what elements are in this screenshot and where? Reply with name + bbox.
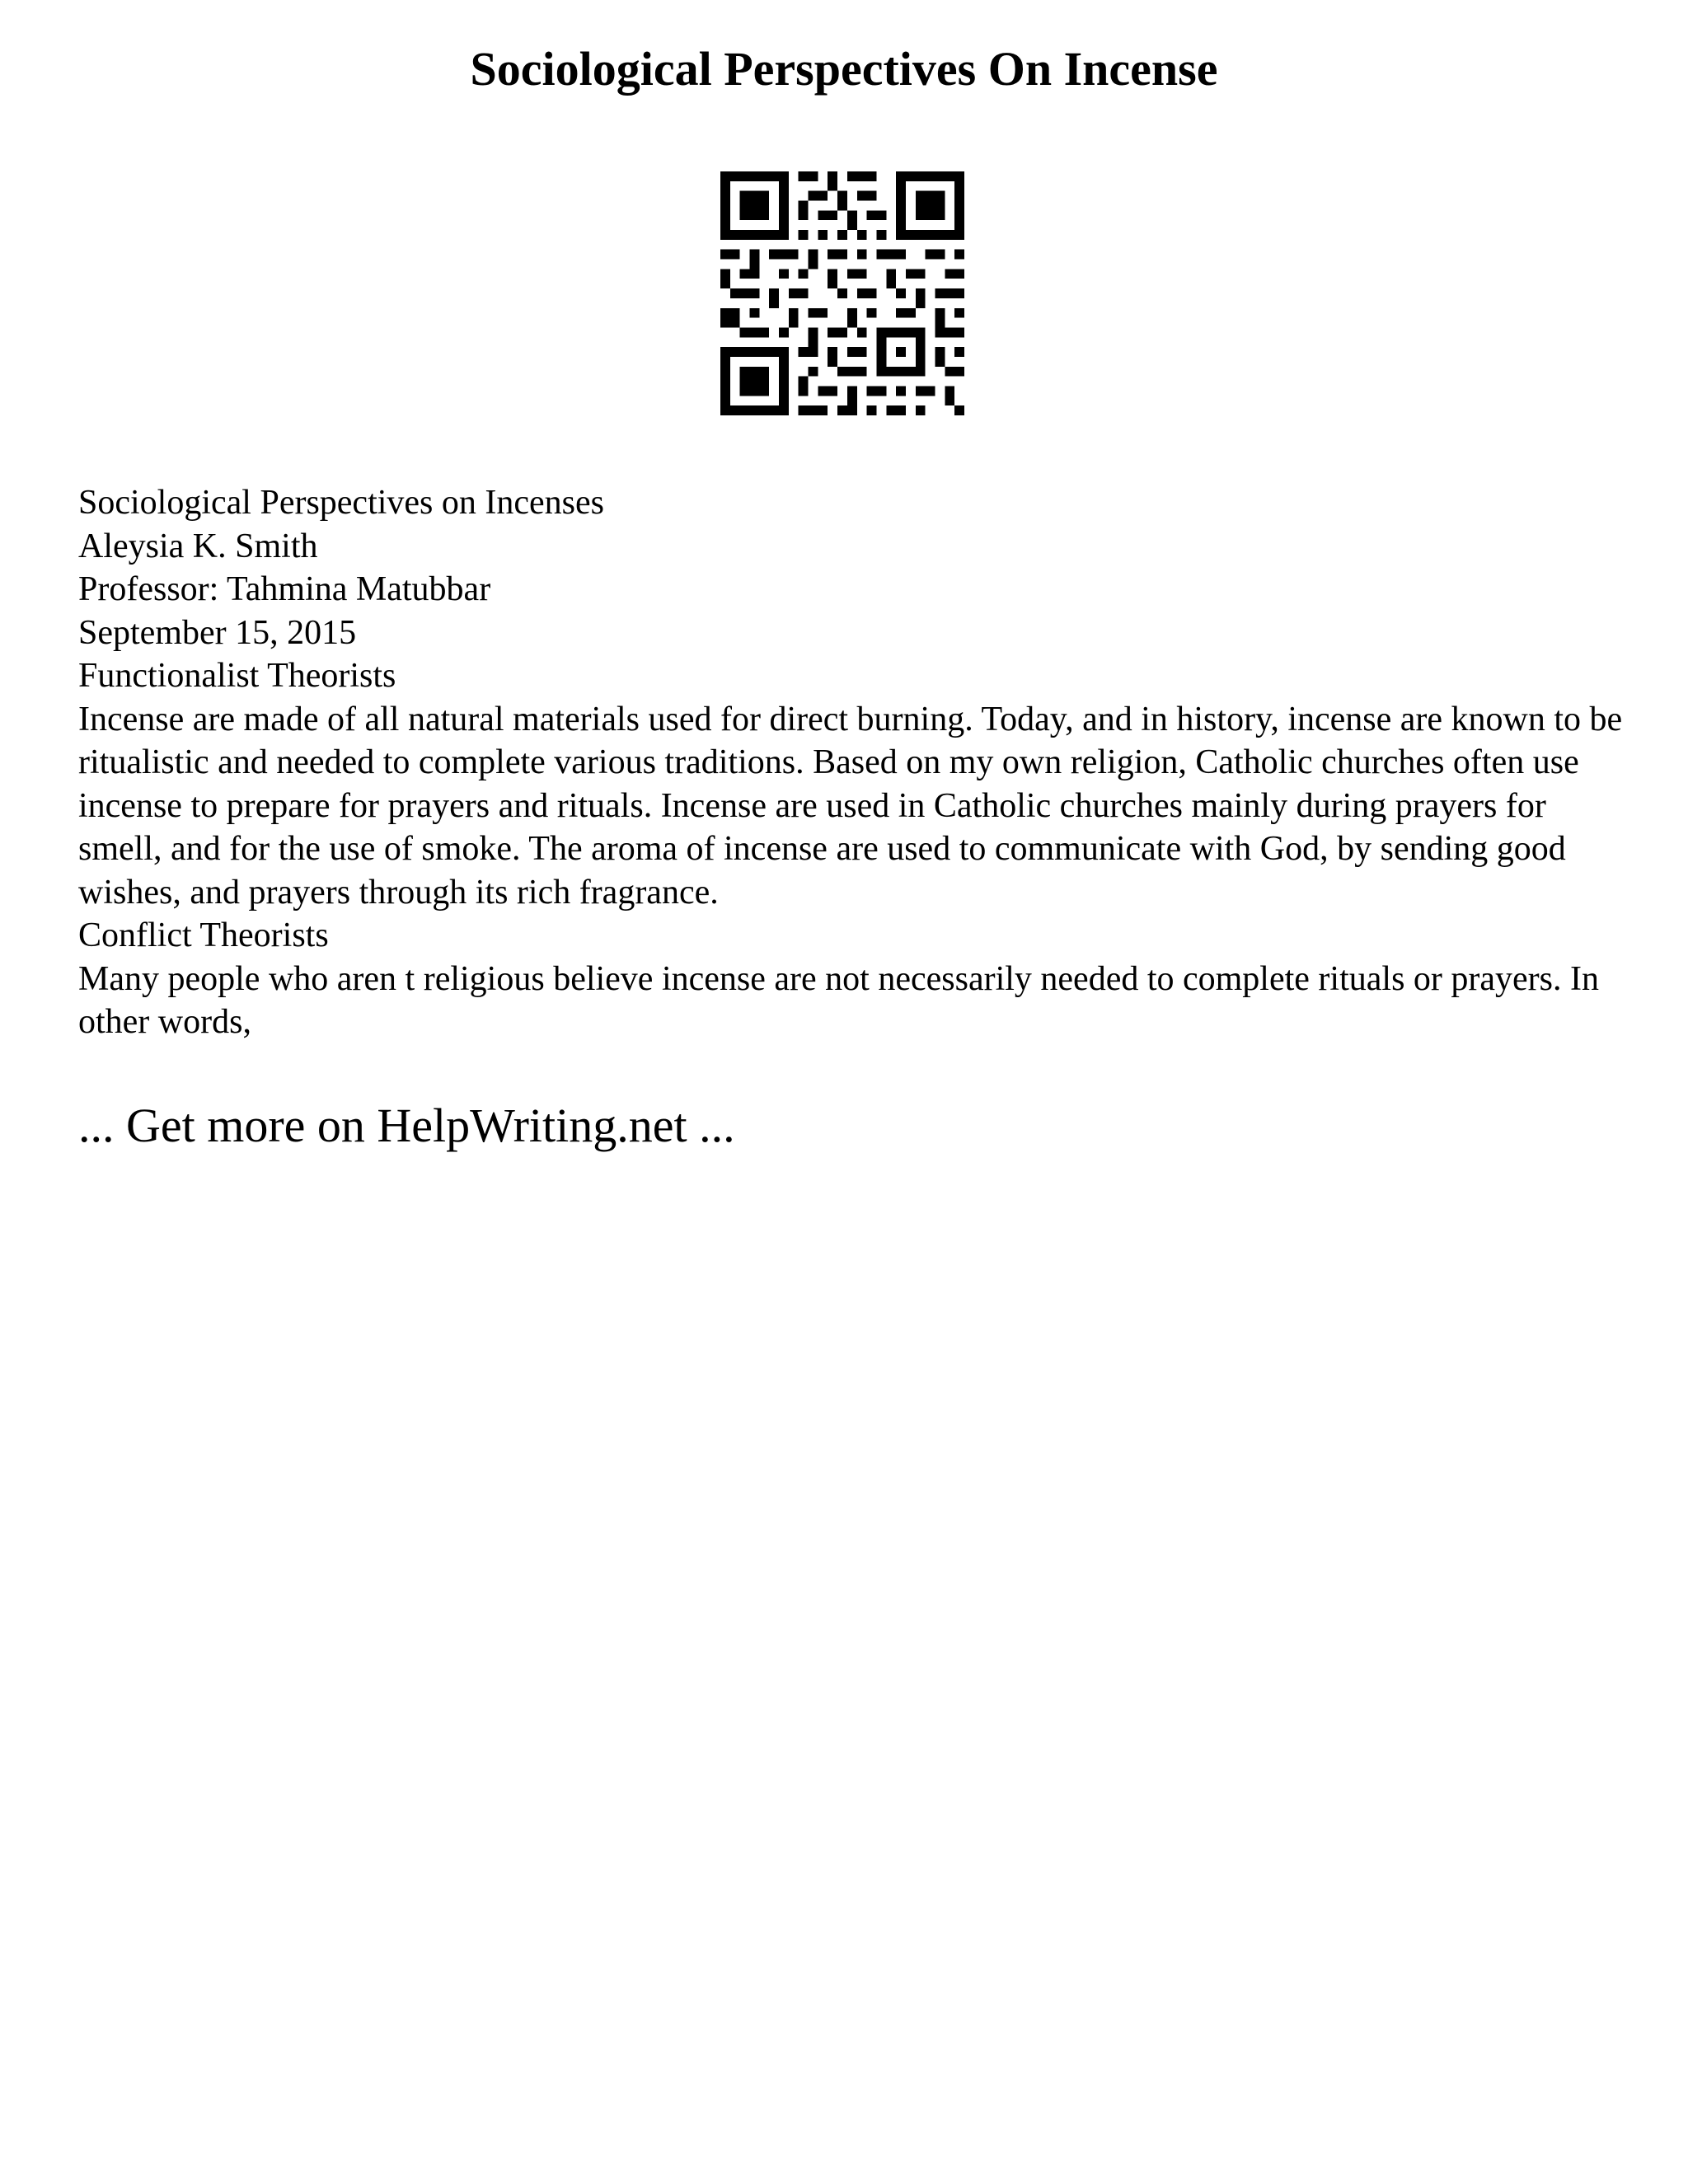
page-title: Sociological Perspectives On Incense xyxy=(470,42,1218,96)
essay-date: September 15, 2015 xyxy=(78,613,357,652)
qr-code xyxy=(720,171,964,415)
get-more-link[interactable]: ... Get more on HelpWriting.net ... xyxy=(78,1099,735,1152)
section-heading-conflict: Conflict Theorists xyxy=(78,916,329,954)
qr-code-icon xyxy=(720,171,964,415)
essay-title: Sociological Perspectives on Incenses xyxy=(78,484,604,522)
essay-author: Aleysia K. Smith xyxy=(78,527,318,565)
essay-professor: Professor: Tahmina Matubbar xyxy=(78,570,491,608)
section-body-conflict: Many people who aren t religious believe incense are not necessarily needed to complete rituals or prayers. In other words, xyxy=(78,959,1599,1041)
section-body-functionalist: Incense are made of all natural materials used for direct burning. Today, and in history, incense are known to be ritualistic and needed to complete various traditions. Based on my own religion, Catholic churches often use incense to prepare for prayers and rituals. Incense are used in Catholic churches mainly during prayers for smell, and for the use of smoke. The aroma of incense are used to communicate with God, by sending good wishes, and prayers through its rich fragrance. xyxy=(78,700,1623,912)
essay-body xyxy=(78,481,1628,1044)
section-heading-functionalist: Functionalist Theorists xyxy=(78,657,396,695)
